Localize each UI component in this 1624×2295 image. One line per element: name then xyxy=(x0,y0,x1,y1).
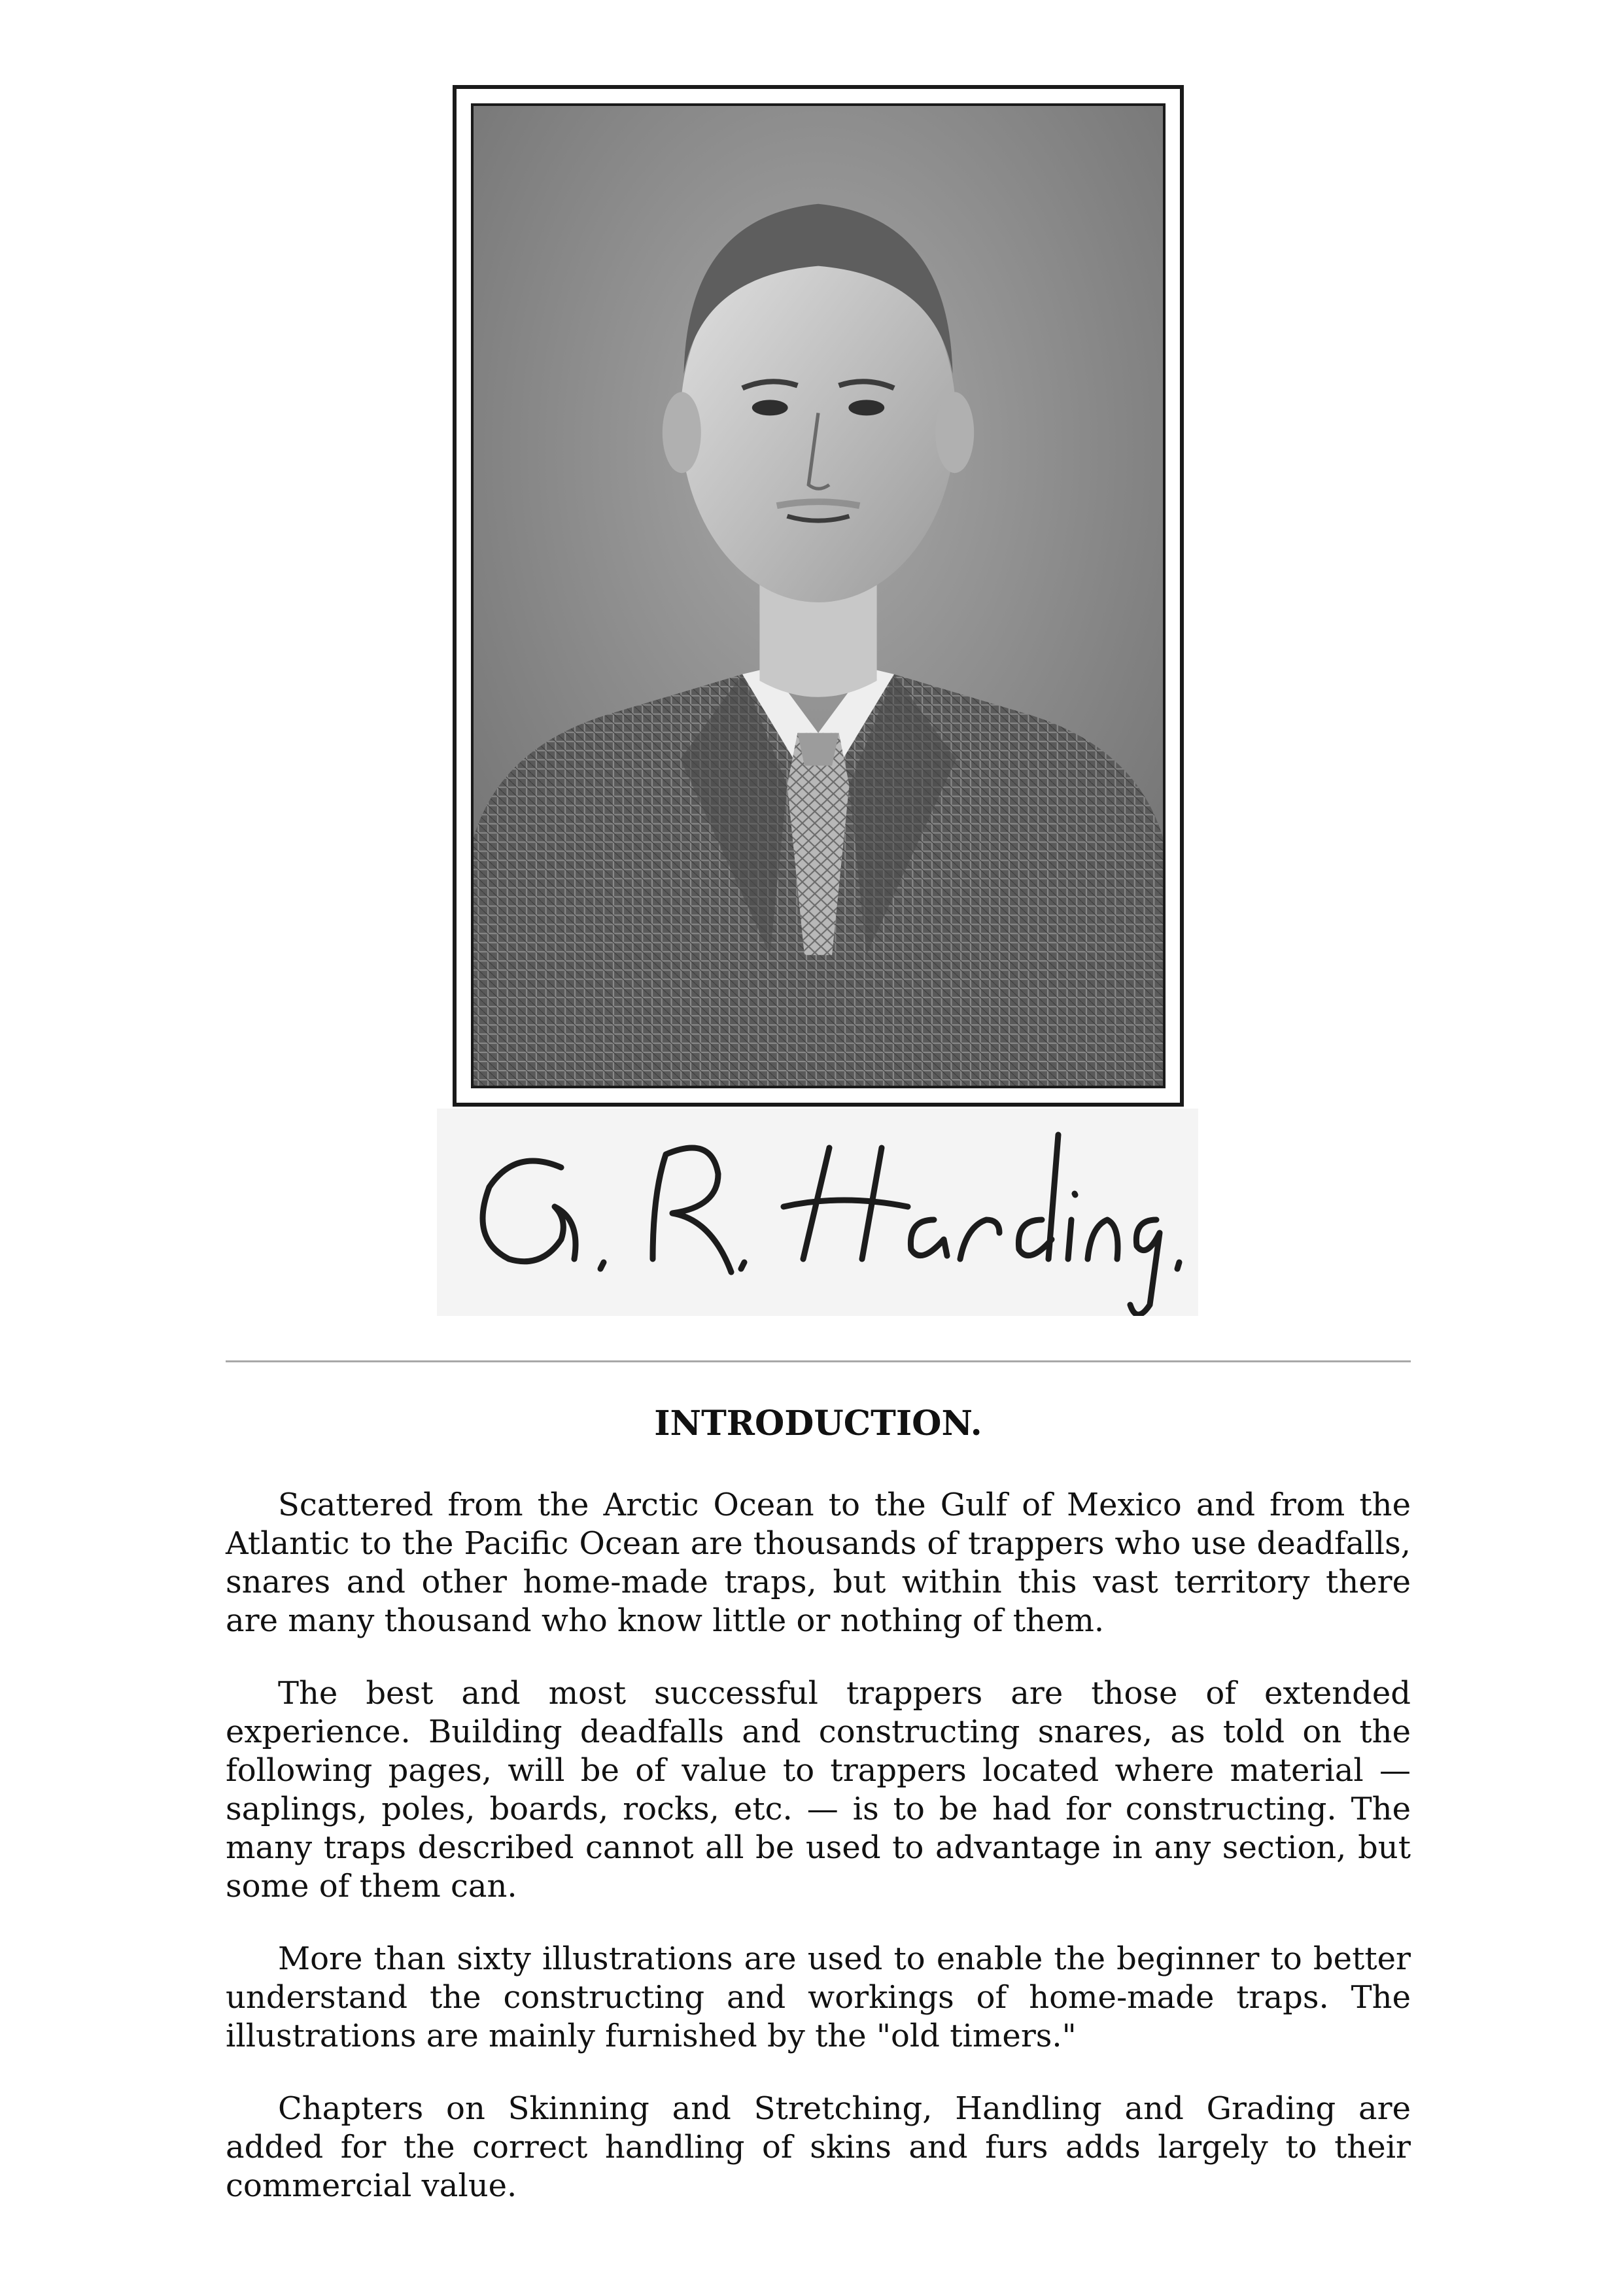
intro-paragraph-4: Chapters on Skinning and Stretching, Handling and Grading are added for the correct handling of skins and furs adds largely to their commercial value. xyxy=(226,2090,1411,2204)
section-divider xyxy=(226,1360,1411,1362)
portrait-frame xyxy=(453,85,1184,1107)
author-portrait-photo xyxy=(471,103,1166,1088)
intro-paragraph-3: More than sixty illustrations are used to enable the beginner to better understand the constructing and workings of home-made traps. The illustrations are mainly furnished by the "old timers." xyxy=(226,1941,1411,2054)
introduction-body xyxy=(226,1486,1411,2239)
author-portrait-figure xyxy=(437,78,1198,1316)
intro-paragraph-2: The best and most successful trappers are those of extended experience. Building deadfalls and constructing snares, as told on the following pages, will be of value to trappers located where material — saplings, poles, boards, rocks, etc. — is to be had for constructing. The many traps described cannot all be used to advantage in any section, but some of them can. xyxy=(226,1675,1411,1905)
intro-paragraph-1: Scattered from the Arctic Ocean to the Gulf of Mexico and from the Atlantic to the Pacific Ocean are thousands of trappers who use deadfalls, snares and other home-made traps, but within this vast territory there are many thousand who know little or nothing of them. xyxy=(226,1487,1411,1639)
signature-illustration xyxy=(437,1109,1198,1316)
portrait-illustration xyxy=(474,106,1163,1086)
author-signature xyxy=(437,1109,1198,1316)
introduction-heading: INTRODUCTION. xyxy=(654,1404,982,1443)
